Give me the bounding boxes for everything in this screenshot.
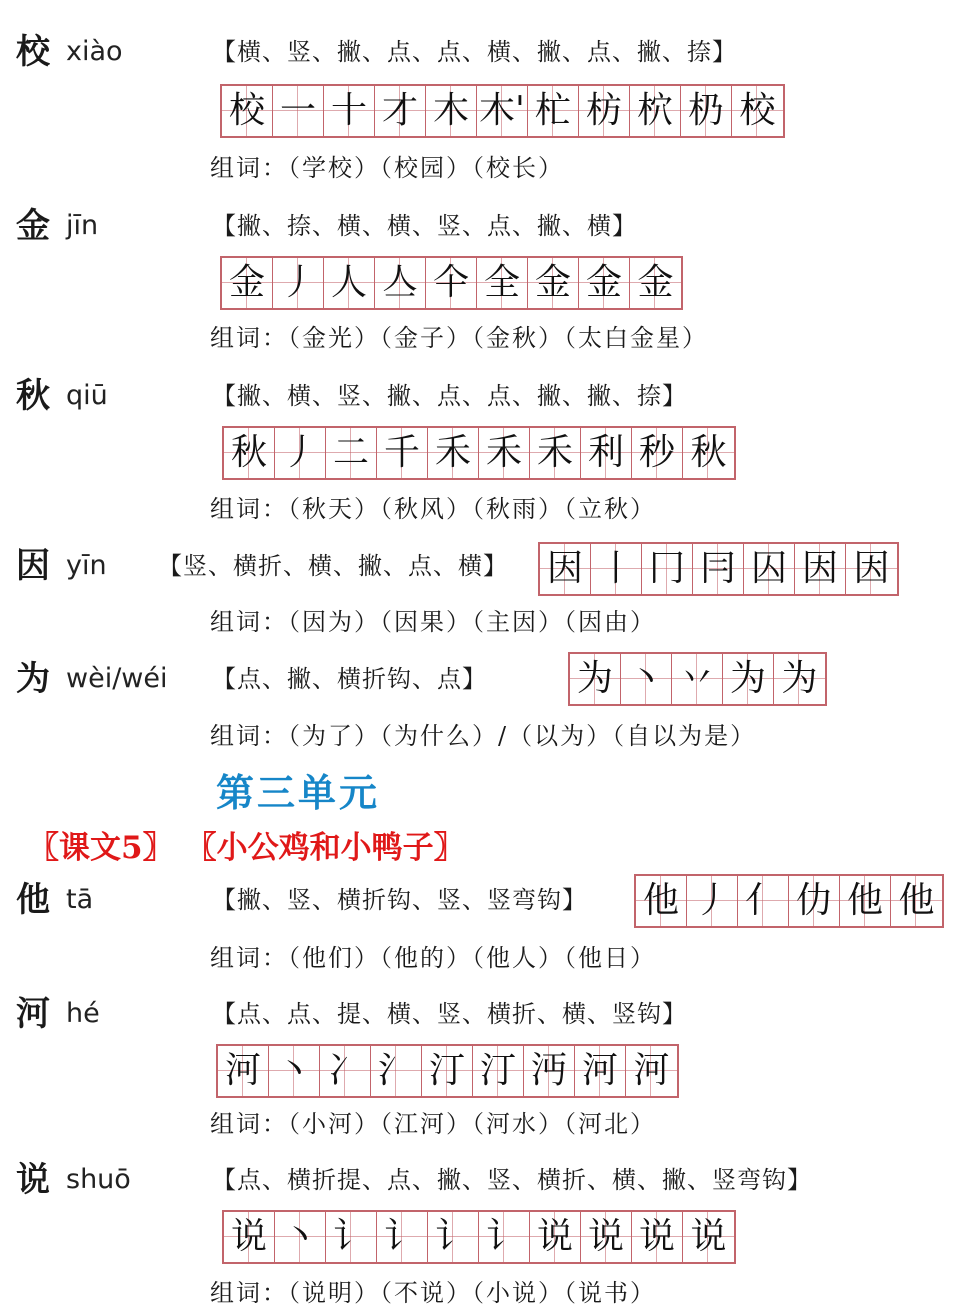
lesson-label: 〖课文5〗	[28, 830, 174, 866]
stroke-grid	[222, 426, 736, 480]
character: 河	[16, 994, 50, 1034]
character: 秋	[16, 376, 50, 416]
stroke-step-cell: 为	[774, 654, 825, 704]
stroke-step-cell: 秒	[632, 428, 683, 478]
stroke-order: 【撇、横、竖、撇、点、点、撇、撇、捺】	[212, 382, 687, 410]
stroke-step-cell: 千	[377, 428, 428, 478]
stroke-step-cell: 校	[732, 86, 783, 136]
stroke-step-cell: 因	[795, 544, 846, 594]
stroke-step-cell: 讠	[377, 1212, 428, 1262]
stroke-step-cell: 枋	[579, 86, 630, 136]
stroke-step-cell: 因	[846, 544, 897, 594]
stroke-step-cell: 金	[579, 258, 630, 308]
stroke-step-cell: 柼	[630, 86, 681, 136]
stroke-step-cell: 禾	[428, 428, 479, 478]
word-list: 组词：（说明）（不说）（小说）（说书）	[210, 1279, 656, 1307]
word-list: 组词：（学校）（校园）（校长）	[210, 154, 564, 182]
stroke-step-cell: 他	[891, 876, 942, 926]
stroke-step-cell: 丶	[275, 1212, 326, 1262]
stroke-step-cell: 囚	[744, 544, 795, 594]
stroke-step-cell: 全	[477, 258, 528, 308]
stroke-order: 【横、竖、撇、点、点、横、撇、点、撇、捺】	[212, 38, 737, 66]
stroke-step-cell: 讠	[428, 1212, 479, 1262]
stroke-step-cell: 仐	[426, 258, 477, 308]
character: 他	[16, 880, 50, 920]
stroke-grid	[216, 1044, 679, 1098]
stroke-step-cell: 汀	[422, 1046, 473, 1096]
stroke-step-cell: 说	[683, 1212, 734, 1262]
stroke-grid	[220, 256, 683, 310]
stroke-step-cell: 秋	[224, 428, 275, 478]
stroke-step-cell: 人	[324, 258, 375, 308]
stroke-step-cell: 才	[375, 86, 426, 136]
stroke-step-cell: 冫	[320, 1046, 371, 1096]
stroke-step-cell: 利	[581, 428, 632, 478]
stroke-step-cell: 冂	[642, 544, 693, 594]
stroke-step-cell: 他	[840, 876, 891, 926]
stroke-step-cell: 禾	[479, 428, 530, 478]
stroke-step-cell: 木'	[477, 86, 528, 136]
lesson-header	[28, 826, 465, 870]
stroke-step-cell: 河	[626, 1046, 677, 1096]
stroke-step-cell: 杧	[528, 86, 579, 136]
stroke-grid	[634, 874, 944, 928]
stroke-step-cell: 金	[630, 258, 681, 308]
stroke-order: 【点、点、提、横、竖、横折、横、竖钩】	[212, 1000, 687, 1028]
stroke-step-cell: 二	[326, 428, 377, 478]
stroke-step-cell: 说	[632, 1212, 683, 1262]
lesson-title: 〖小公鸡和小鸭子〗	[185, 830, 465, 866]
stroke-step-cell: 沔	[524, 1046, 575, 1096]
word-list: 组词：（金光）（金子）（金秋）（太白金星）	[210, 324, 708, 352]
stroke-order: 【竖、横折、横、撇、点、横】	[158, 552, 508, 580]
stroke-step-cell: 亼	[375, 258, 426, 308]
stroke-step-cell: 十	[324, 86, 375, 136]
stroke-grid	[220, 84, 785, 138]
stroke-step-cell: 丿	[273, 258, 324, 308]
stroke-step-cell: 秋	[683, 428, 734, 478]
word-list: 组词：（因为）（因果）（主因）（因由）	[210, 608, 656, 636]
stroke-step-cell: 说	[224, 1212, 275, 1262]
character: 校	[16, 32, 50, 72]
stroke-step-cell: 河	[575, 1046, 626, 1096]
pinyin: xiào	[66, 36, 123, 67]
pinyin: hé	[66, 998, 100, 1029]
stroke-step-cell: 禾	[530, 428, 581, 478]
stroke-step-cell: 为	[570, 654, 621, 704]
stroke-step-cell: 讠	[479, 1212, 530, 1262]
stroke-step-cell: 丿	[275, 428, 326, 478]
character: 金	[16, 206, 50, 246]
stroke-step-cell: 丨	[591, 544, 642, 594]
stroke-order: 【撇、竖、横折钩、竖、竖弯钩】	[212, 886, 587, 914]
pinyin: wèi/wéi	[66, 663, 168, 694]
stroke-step-cell: 冃	[693, 544, 744, 594]
stroke-step-cell: 金	[222, 258, 273, 308]
stroke-step-cell: 校	[222, 86, 273, 136]
stroke-step-cell: 讠	[326, 1212, 377, 1262]
stroke-order: 【点、撇、横折钩、点】	[212, 665, 487, 693]
word-list: 组词：（他们）（他的）（他人）（他日）	[210, 944, 656, 972]
stroke-step-cell: 仂	[789, 876, 840, 926]
stroke-step-cell: 说	[530, 1212, 581, 1262]
stroke-step-cell: 说	[581, 1212, 632, 1262]
stroke-step-cell: 丿	[687, 876, 738, 926]
pinyin: qiū	[66, 380, 108, 411]
stroke-step-cell: 氵	[371, 1046, 422, 1096]
stroke-step-cell: 他	[636, 876, 687, 926]
stroke-step-cell: 因	[540, 544, 591, 594]
stroke-grid	[222, 1210, 736, 1264]
stroke-grid	[538, 542, 899, 596]
stroke-step-cell: 汀	[473, 1046, 524, 1096]
pinyin: tā	[66, 884, 94, 915]
stroke-step-cell: 为	[723, 654, 774, 704]
character: 为	[16, 659, 50, 699]
stroke-step-cell: 木	[426, 86, 477, 136]
stroke-grid	[568, 652, 827, 706]
word-list: 组词：（小河）（江河）（河水）（河北）	[210, 1110, 656, 1138]
stroke-order: 【撇、捺、横、横、竖、点、撇、横】	[212, 212, 637, 240]
character: 说	[16, 1160, 50, 1200]
stroke-step-cell: 丶	[269, 1046, 320, 1096]
pinyin: shuō	[66, 1164, 131, 1195]
stroke-step-cell: 河	[218, 1046, 269, 1096]
stroke-step-cell: 㭁	[681, 86, 732, 136]
pinyin: yīn	[66, 550, 107, 581]
stroke-step-cell: 丷	[672, 654, 723, 704]
stroke-step-cell: 亻	[738, 876, 789, 926]
stroke-step-cell: 金	[528, 258, 579, 308]
word-list: 组词：（秋天）（秋风）（秋雨）（立秋）	[210, 495, 656, 523]
unit-title: 第三单元	[216, 770, 381, 815]
character: 因	[16, 546, 50, 586]
stroke-step-cell: 一	[273, 86, 324, 136]
pinyin: jīn	[66, 210, 99, 241]
stroke-order: 【点、横折提、点、撇、竖、横折、横、撇、竖弯钩】	[212, 1166, 812, 1194]
word-list: 组词：（为了）（为什么）/（以为）（自以为是）	[210, 722, 757, 750]
stroke-step-cell: 丶	[621, 654, 672, 704]
